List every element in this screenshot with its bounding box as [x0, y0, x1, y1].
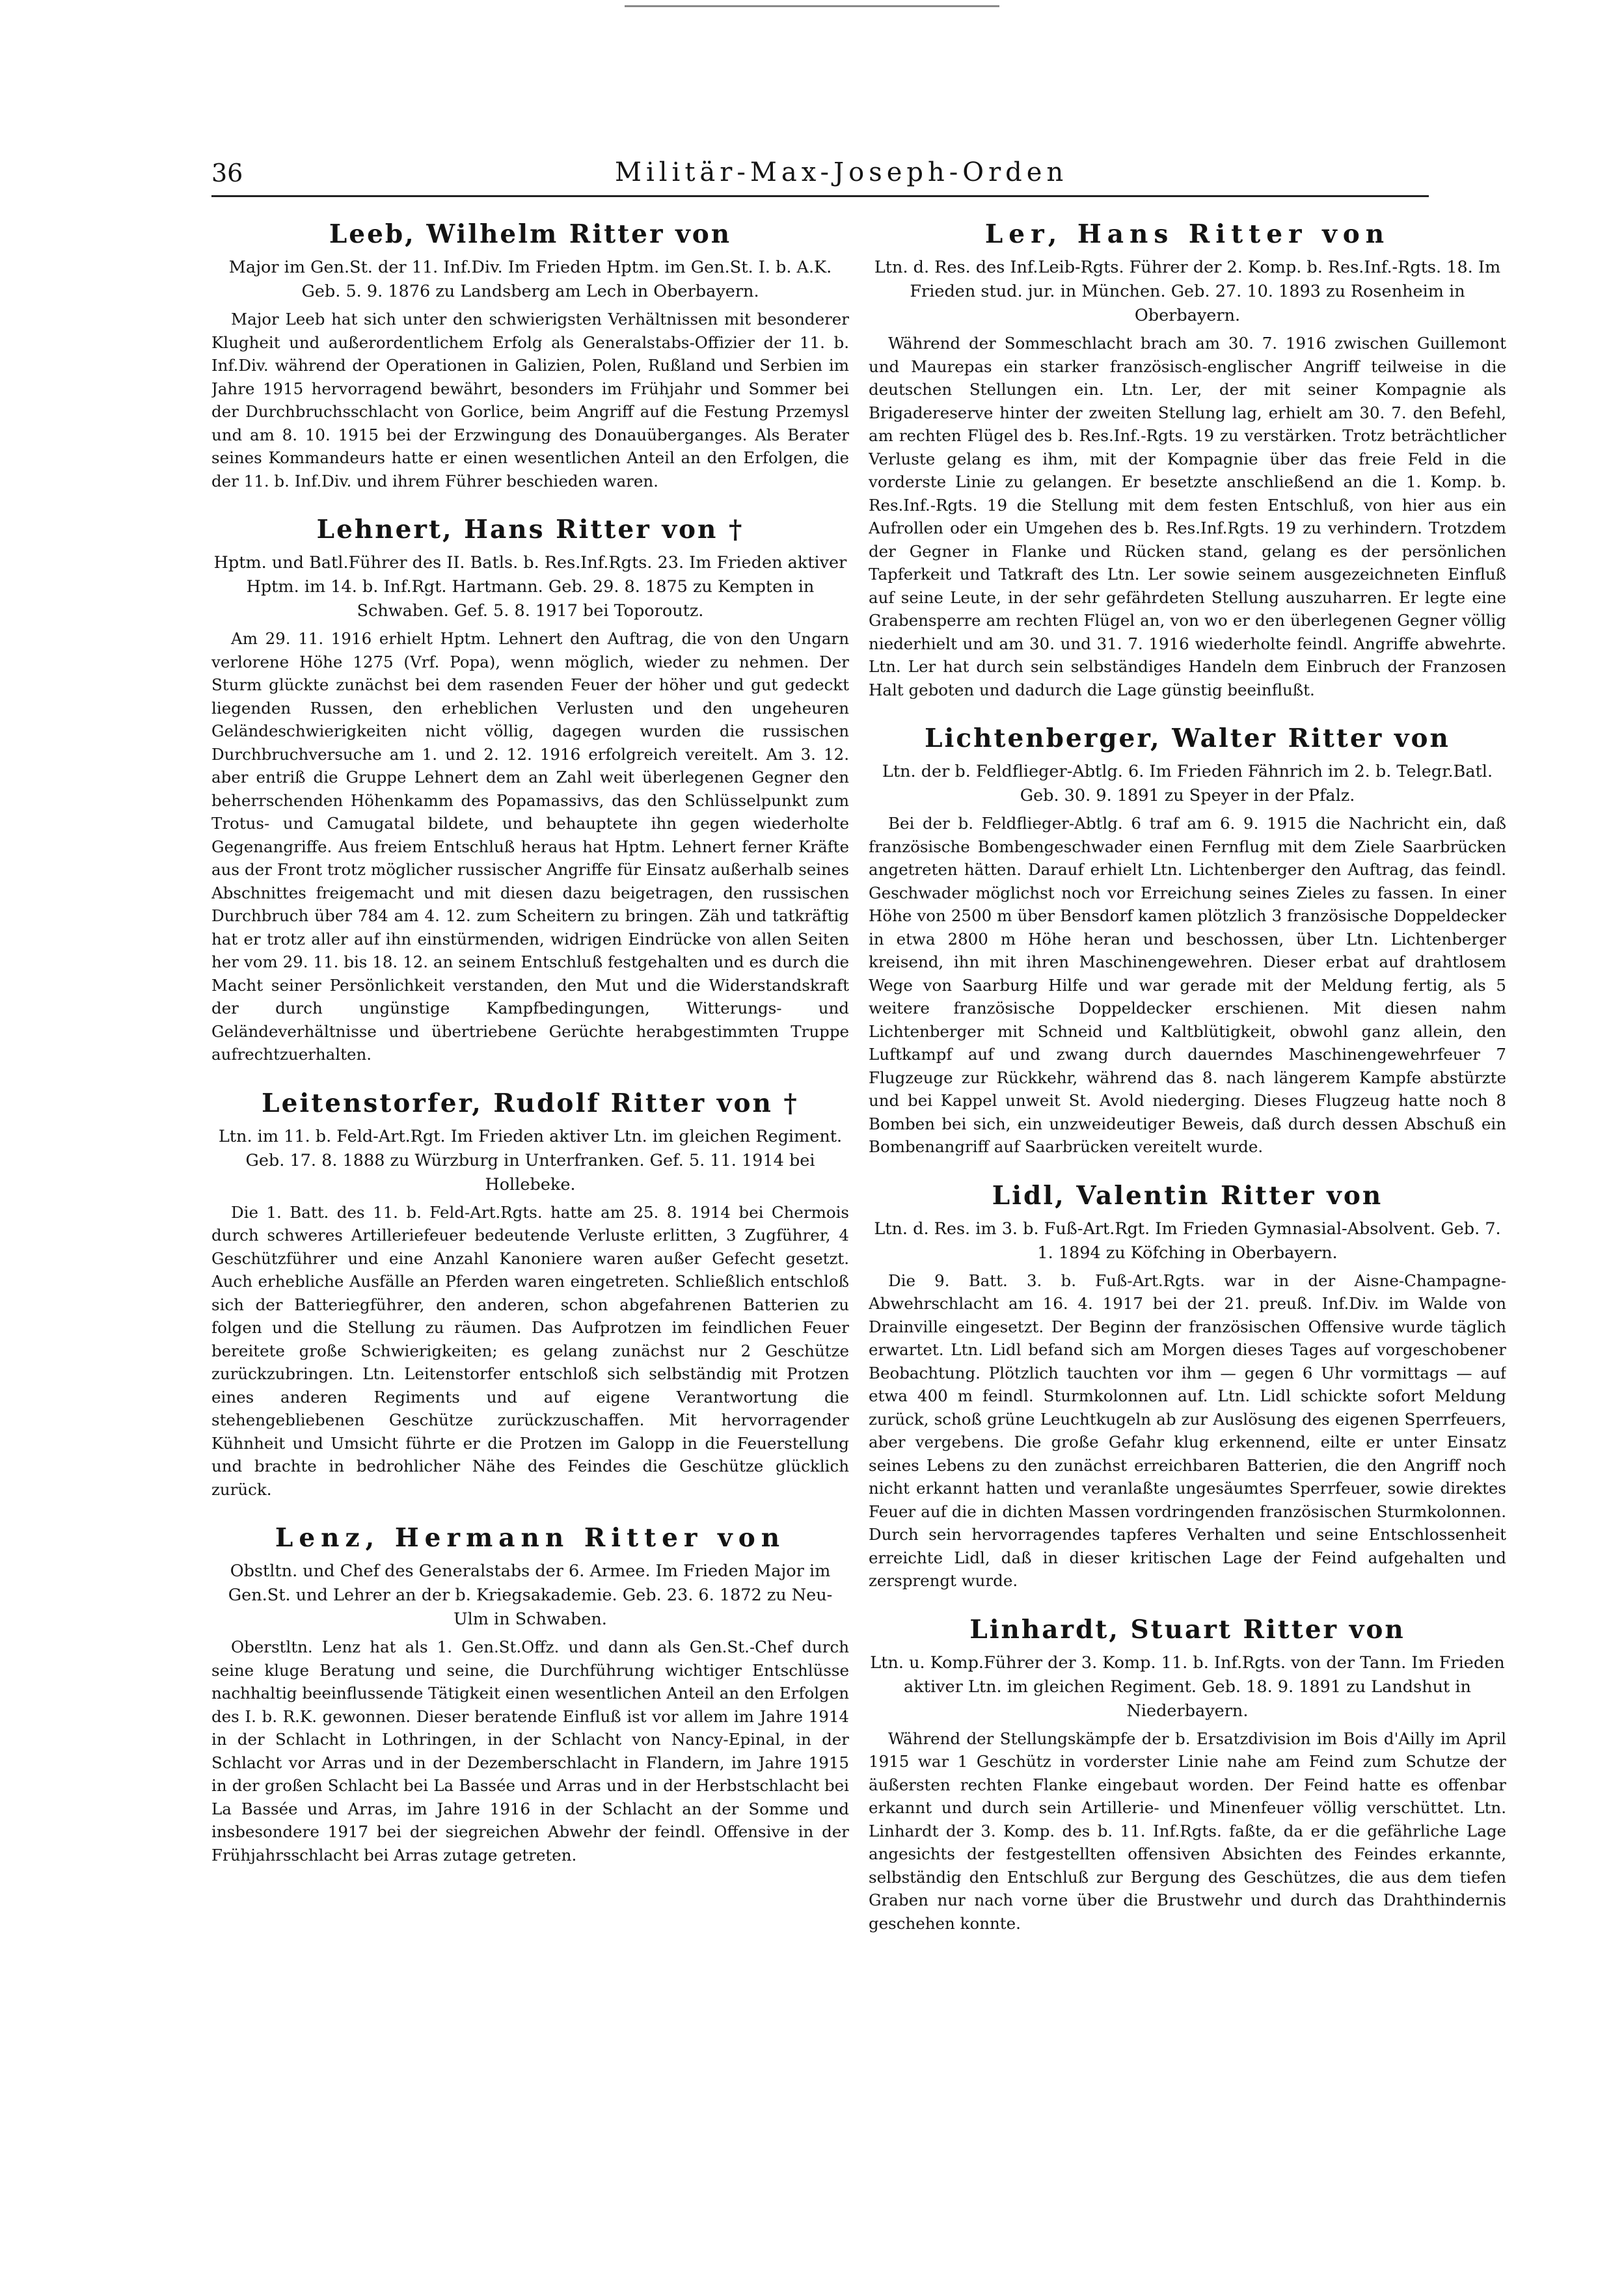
entry-linhardt	[869, 1615, 1506, 1935]
entry-lehnert	[211, 515, 849, 1066]
entry-lidl	[869, 1181, 1506, 1593]
page-header	[211, 155, 1429, 194]
entry-body: Die 1. Batt. des 11. b. Feld-Art.Rgts. hatte am 25. 8. 1914 bei Chermois durch schweres Artilleriefeuer bedeutende Verluste erlitten, 3 Zugführer, 4 Geschützführer und eine Anzahl Kanoniere waren außer Gefecht gesetzt. Auch erhebliche Ausfälle an Pferden waren eingetreten. Schließlich entschloß sich der Batteriegführer, den anderen, schon abgefahrenen Batterien zu folgen und die Stellung zu räumen. Das Aufprotzen im feindlichen Feuer bereitete große Schwierigkeiten; es gelang zunächst nur 2 Geschütze zurückzubringen. Ltn. Leitenstorfer entschloß sich selbständig mit Protzen eines anderen Regiments und auf eigene Verantwortung die stehengebliebenen Geschütze zurückzuschaffen. Mit hervorragender Kühnheit und Umsicht führte er die Protzen im Galopp in die Feuerstellung und brachte in bedrohlicher Nähe des Feindes die Geschütze glücklich zurück.	[211, 1202, 849, 1499]
page-number: 36	[211, 159, 243, 187]
entry-body: Am 29. 11. 1916 erhielt Hptm. Lehnert den Auftrag, die von den Ungarn verlorene Höhe 1275 (Vrf. Popa), wenn möglich, wieder zu nehmen. Der Sturm glückte zunächst bei dem rasenden Feuer der höher und gut gedeckt liegenden Russen, den erheblichen Verlusten und den ungeheuren Geländeschwierigkeiten nicht völlig, dagegen wurden die russischen Durchbruchversuche am 1. und 2. 12. 1916 erfolgreich vereitelt. Am 3. 12. aber entriß die Gruppe Lehnert dem an Zahl weit überlegenen Gegner den beherrschenden Höhenkamm des Popamassivs, das den Schlüsselpunkt zum Trotus- und Camugatal bildete, und behauptete ihn gegen wiederholte Gegenangriffe. Aus freiem Entschluß heraus hat Hptm. Lehnert ferner Kräfte aus der Front trotz möglicher russischer Angriffe für Einsatz außerhalb seines Abschnittes freigemacht und mit diesen dazu beigetragen, den russischen Durchbruch über 784 am 4. 12. zum Scheitern zu bringen. Zäh und tatkräftig hat er trotz aller auf ihn einstürmenden, widrigen Eindrücke von allen Seiten her vom 29. 11. bis 18. 12. an seinem Entschluß festgehalten und es durch die Macht seiner Persönlichkeit verstanden, den Mut und die Widerstandskraft der durch ungünstige Kampfbedingungen, Witterungs- und Geländeverhältnisse und übertriebene Gerüchte herabgestimmten Truppe aufrechtzuerhalten.	[211, 629, 849, 1064]
running-head: Militär-Max-Joseph-Orden	[615, 157, 1068, 187]
entry-ler	[869, 219, 1506, 701]
entry-body: Die 9. Batt. 3. b. Fuß-Art.Rgts. war in der Aisne-Champagne-Abwehrschlacht am 16. 4. 1917 bei der 21. preuß. Inf.Div. im Walde von Drainville eingesetzt. Der Beginn der französischen Offensive wurde täglich erwartet. Ltn. Lidl befand sich am Morgen dieses Tages auf vorgeschobener Beobachtung. Plötzlich tauchten vor ihm — gegen 6 Uhr vormittags — auf etwa 400 m feindl. Sturmkolonnen auf. Ltn. Lidl schickte sofort Meldung zurück, schoß grüne Leuchtkugeln ab zur Auslösung des eigenen Sperrfeuers, aber vergebens. Die große Gefahr klug erkennend, eilte er unter Einsatz seines Lebens zu den zunächst erreichbaren Batterien, die den Angriff noch nicht erkannt hatten und veranlaßte ungesäumtes Sperrfeuer, sowie direktes Feuer auf die in dichten Massen vordringenden französischen Sturmkolonnen. Durch sein hervorragendes tapferes Verhalten und seine Entschlossenheit erreichte Lidl, daß in dieser kritischen Lage der Feind aufgehalten und zersprengt wurde.	[869, 1271, 1506, 1590]
entry-meta: Ltn. im 11. b. Feld-Art.Rgt. Im Frieden aktiver Ltn. im gleichen Regiment. Geb. 17. 8. 1888 zu Würzburg in Unterfranken. Gef. 5. 11. 1914 bei Hollebeke.	[218, 1126, 843, 1194]
entry-meta: Ltn. der b. Feldflieger-Abtlg. 6. Im Frieden Fähnrich im 2. b. Telegr.Batl. Geb. 30. 9. 1891 zu Speyer in der Pfalz.	[882, 762, 1493, 805]
entry-body: Major Leeb hat sich unter den schwierigsten Verhältnissen mit besonderer Klugheit und außerordentlichem Erfolg als Generalstabs-Offizier der 11. b. Inf.Div. während der Operationen in Galizien, Polen, Rußland und Serbien im Jahre 1915 hervorragend bewährt, besonders im Frühjahr und Sommer bei der Durchbruchsschlacht von Gorlice, beim Angriff auf die Festung Przemysl und am 8. 10. 1915 bei der Erzwingung des Donauüberganges. Als Berater seines Kommandeurs hatte er einen wesentlichen Anteil an den Erfolgen, die der 11. b. Inf.Div. und ihrem Führer beschieden waren.	[211, 310, 849, 491]
entry-meta: Ltn. d. Res. im 3. b. Fuß-Art.Rgt. Im Frieden Gymnasial-Absolvent. Geb. 7. 1. 1894 zu Köfching in Oberbayern.	[874, 1219, 1501, 1263]
entry-name: Linhardt, Stuart Ritter von	[969, 1614, 1405, 1645]
entry-lichtenberger	[869, 723, 1506, 1159]
entry-meta: Obstltn. und Chef des Generalstabs der 6. Armee. Im Frieden Major im Gen.St. und Lehrer an der b. Kriegsakademie. Geb. 23. 6. 1872 zu Neu-Ulm in Schwaben.	[228, 1561, 833, 1629]
entry-body: Oberstltn. Lenz hat als 1. Gen.St.Offz. und dann als Gen.St.-Chef durch seine kluge Beratung und seine, die Durchführung wichtiger Entschlüsse nachhaltig beeinflussende Tätigkeit einen wesentlichen Anteil an den Erfolgen des I. b. R.K. gewonnen. Dieser beratende Einfluß ist vor allem im Jahre 1914 in der Schlacht in Lothringen, in der Schlacht von Nancy-Epinal, in der Schlacht vor Arras und in der Dezemberschlacht in Flandern, im Jahre 1915 in der großen Schlacht bei La Bassée und Arras und in der Herbstschlacht bei La Bassée und Arras, im Jahre 1916 in der Schlacht an der Somme und insbesondere 1917 bei der siegreichen Abwehr der feindl. Offensive in der Frühjahrsschlacht bei Arras zutage getreten.	[211, 1637, 849, 1865]
left-column	[211, 211, 849, 2261]
entry-lenz	[211, 1523, 849, 1866]
entry-name: Lehnert, Hans Ritter von †	[316, 515, 744, 545]
entry-meta: Ltn. d. Res. des Inf.Leib-Rgts. Führer der 2. Komp. b. Res.Inf.-Rgts. 18. Im Frieden stud. jur. in München. Geb. 27. 10. 1893 zu Rosenheim in Oberbayern.	[874, 258, 1501, 325]
entry-body: Bei der b. Feldflieger-Abtlg. 6 traf am 6. 9. 1915 die Nachricht ein, daß französische Bombengeschwader einen Fernflug mit dem Ziele Saarbrücken angetreten hätten. Darauf erhielt Ltn. Lichtenberger den Auftrag, das feindl. Geschwader möglichst noch vor Erreichung seines Zieles zu fassen. In einer Höhe von 2500 m über Bensdorf kamen plötzlich 3 französische Doppeldecker in etwa 2800 m Höhe heran und beschossen, über Ltn. Lichtenberger kreisend, ihn mit ihren Maschinengewehren. Dieser erbat auf drahtlosem Wege von Saarburg Hilfe und war gerade mit der Meldung fertig, als 5 weitere französische Doppeldecker erschienen. Mit diesen nahm Lichtenberger mit Schneid und Kaltblütigkeit, obwohl ganz allein, den Luftkampf auf und zwang durch dauerndes Maschinengewehrfeuer 7 Flugzeuge zur Rückkehr, während das 8. nach längerem Kampfe abstürzte und bei Kappel unweit St. Avold niederging. Dieses Flugzeug hatte noch 8 Bomben bei sich, ein unzweideutiger Beweis, daß durch dessen Abschuß ein Bombenangriff auf Saarbrücken vereitelt wurde.	[869, 814, 1506, 1156]
entry-name: Lichtenberger, Walter Ritter von	[925, 723, 1450, 753]
entry-meta: Major im Gen.St. der 11. Inf.Div. Im Frieden Hptm. im Gen.St. I. b. A.K. Geb. 5. 9. 1876 zu Landsberg am Lech in Oberbayern.	[228, 258, 832, 301]
entry-name: Ler, Hans Ritter von	[984, 219, 1390, 249]
entry-body: Während der Sommeschlacht brach am 30. 7. 1916 zwischen Guillemont und Maurepas ein starker französisch-englischer Angriff teilweise in die deutschen Stellungen ein. Ltn. Ler, der mit seiner Kompagnie als Brigadereserve hinter der zweiten Stellung lag, erhielt am 30. 7. den Befehl, am rechten Flügel des b. Res.Inf.-Rgts. 19 zu verstärken. Trotz beträchtlicher Verluste gelang es ihm, mit der Kompagnie über das freie Feld in die vorderste Linie zu gelangen. Er besetzte anschließend an die 1. Komp. b. Res.Inf.-Rgts. 19 die Stellung mit dem festen Entschluß, von hier aus ein Aufrollen oder ein Umgehen des b. Res.Inf.Rgts. 19 zu verhindern. Trotzdem der Gegner in Flanke und Rücken stand, gelang es der persönlichen Tapferkeit und Tatkraft des Ltn. Ler sowie seinem ausgezeichneten Einfluß auf seine Leute, in der sehr gefährdeten Stellung auszuharren. Er legte eine Grabensperre am rechten Flügel an, von wo er den überlegenen Gegner völlig niederhielt und am 30. und 31. 7. 1916 wiederholte feindl. Angriffe abwehrte. Ltn. Ler hat durch sein selbständiges Handeln dem Einbruch der Franzosen Halt geboten und dadurch die Lage günstig beeinflußt.	[869, 334, 1506, 699]
entry-leitenstorfer	[211, 1088, 849, 1502]
entry-name: Leeb, Wilhelm Ritter von	[329, 219, 732, 249]
scan-top-edge	[625, 5, 999, 7]
entry-name: Lidl, Valentin Ritter von	[992, 1180, 1383, 1211]
entry-leeb	[211, 219, 849, 492]
header-rule	[211, 195, 1429, 197]
entry-meta: Ltn. u. Komp.Führer der 3. Komp. 11. b. Inf.Rgts. von der Tann. Im Frieden aktiver Ltn. im gleichen Regiment. Geb. 18. 9. 1891 zu Landshut in Niederbayern.	[870, 1652, 1505, 1721]
entry-name: Lenz, Hermann Ritter von	[275, 1523, 786, 1553]
right-column	[869, 211, 1506, 2261]
entry-meta: Hptm. und Batl.Führer des II. Batls. b. Res.Inf.Rgts. 23. Im Frieden aktiver Hptm. im 14. b. Inf.Rgt. Hartmann. Geb. 29. 8. 1875 zu Kempten in Schwaben. Gef. 5. 8. 1917 bei Toporoutz.	[213, 553, 847, 621]
entry-name: Leitenstorfer, Rudolf Ritter von †	[262, 1088, 799, 1118]
entry-body: Während der Stellungskämpfe der b. Ersatzdivision im Bois d'Ailly im April 1915 war 1 Geschütz in vorderster Linie nahe am Feind zum Schutze der äußersten rechten Flanke eingebaut worden. Der Feind hatte es offenbar erkannt und durch sein Artillerie- und Minenfeuer völlig verschüttet. Ltn. Linhardt der 3. Komp. des b. 11. Inf.Rgts. faßte, da er die gefährliche Lage angesichts der festgestellten offensiven Absichten des Feindes erkannte, selbständig den Entschluß zur Bergung des Geschützes, die aus dem tiefen Graben nur nach vorne über die Brustwehr und durch das Drahthindernis geschehen konnte.	[869, 1729, 1506, 1933]
